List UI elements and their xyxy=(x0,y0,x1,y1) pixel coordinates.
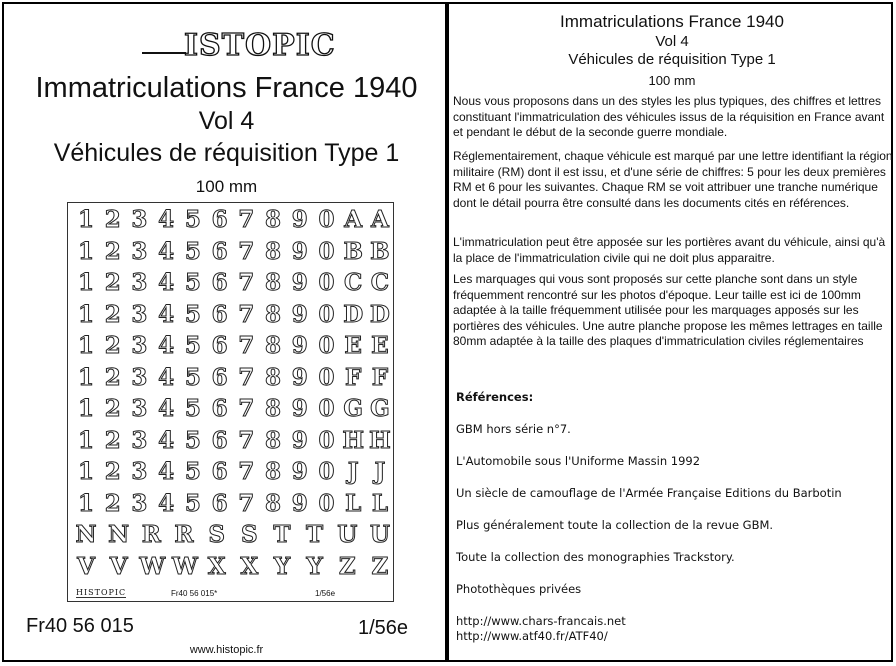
placement-paragraph: L'immatriculation peut être apposée sur les portières avant du véhicule, ainsi qu'à la place de l'immatriculation civile qui ne doit plus apparaitre. xyxy=(453,235,886,265)
decal-character: 6 xyxy=(211,395,228,422)
right-volume: Vol 4 xyxy=(655,33,689,50)
decal-character: Z xyxy=(338,552,356,580)
decal-character: 6 xyxy=(211,269,228,296)
reference-item: Photothèques privées xyxy=(456,582,582,596)
decal-character: 5 xyxy=(184,395,201,422)
decal-character: 3 xyxy=(131,206,148,233)
decal-character: 1 xyxy=(77,489,94,517)
decal-character: 0 xyxy=(318,363,335,391)
decal-character: R xyxy=(174,521,194,548)
decal-character: 6 xyxy=(211,300,228,328)
decal-character: 0 xyxy=(318,395,335,422)
decal-character: 4 xyxy=(158,206,175,233)
decal-character: W xyxy=(171,552,198,580)
decal-character: 1 xyxy=(77,206,94,233)
decal-character: V xyxy=(109,552,128,580)
reference-item: Toute la collection des monographies Trackstory. xyxy=(456,550,735,564)
reference-item: Plus généralement toute la collection de la revue GBM. xyxy=(456,518,774,532)
reference-item: GBM hors série n°7. xyxy=(456,422,571,436)
decal-row xyxy=(74,457,392,487)
description-paragraph: Nous vous proposons dans un des styles les plus typiques, des chiffres et lettres constituant l'immatriculation des véhicules issus de la réquisition en France avant et pendant le début de la seconde guerre mondiale. xyxy=(453,94,885,139)
decal-character: D xyxy=(343,300,364,328)
right-subtitle: Véhicules de réquisition Type 1 xyxy=(568,51,776,68)
decal-character: 2 xyxy=(104,237,121,265)
decal-character: C xyxy=(370,269,390,296)
decal-character: N xyxy=(75,521,97,548)
decal-character: 1 xyxy=(77,363,94,391)
decal-character: 9 xyxy=(291,332,308,359)
decal-character: 0 xyxy=(318,332,335,359)
decal-character: E xyxy=(371,332,389,359)
left-subtitle: Véhicules de réquisition Type 1 xyxy=(53,139,400,167)
decal-character: 7 xyxy=(238,300,255,328)
decal-character: 4 xyxy=(158,489,175,517)
decal-character: A xyxy=(370,206,389,233)
decal-character: 3 xyxy=(131,237,148,265)
decal-character: 6 xyxy=(211,426,228,454)
decal-character: 5 xyxy=(184,237,201,265)
right-title: Immatriculations France 1940 xyxy=(560,12,784,31)
decal-character: 9 xyxy=(291,395,308,422)
decal-character: J xyxy=(347,458,359,485)
decal-character: 7 xyxy=(238,426,255,454)
decal-character: X xyxy=(207,552,226,580)
decal-character: 2 xyxy=(104,206,121,233)
reference-item: L'Automobile sous l'Uniforme Massin 1992 xyxy=(456,454,701,468)
decal-character: 1 xyxy=(77,458,94,485)
regulation-paragraph: Réglementairement, chaque véhicule est marqué par une lettre identifiant la région militaire (RM) dont il est issu, et d'une série de chiffres: 5 pour les deux premières RM et 6 pour les suivantes. Chaque RM se voit attribuer une tranche numérique dont le détail pourra être consulté dans les documents cités en références. xyxy=(453,149,893,210)
decal-character: 9 xyxy=(291,426,308,454)
decal-character: F xyxy=(371,363,389,391)
decal-character: 1 xyxy=(77,237,94,265)
decal-character: 5 xyxy=(184,332,201,359)
decal-row xyxy=(74,394,392,424)
decal-character: 0 xyxy=(318,489,335,517)
decal-character: 8 xyxy=(265,426,282,454)
decal-character: J xyxy=(374,458,386,485)
decal-character: 6 xyxy=(211,332,228,359)
decal-character: U xyxy=(369,521,390,548)
website-link[interactable]: www.histopic.fr xyxy=(189,644,264,656)
decal-character: 7 xyxy=(238,332,255,359)
reference-link[interactable]: http://www.chars-francais.net xyxy=(456,614,626,628)
decal-character: 3 xyxy=(131,269,148,296)
decal-row xyxy=(74,520,392,550)
decal-character: 1 xyxy=(77,426,94,454)
decal-character: 5 xyxy=(184,426,201,454)
decal-character: 9 xyxy=(291,300,308,328)
decal-character: 4 xyxy=(158,269,175,296)
decal-character: N xyxy=(108,521,130,548)
decal-character: 3 xyxy=(131,332,148,359)
decal-sheet xyxy=(67,202,394,602)
decal-character: 0 xyxy=(318,206,335,233)
decal-character: 6 xyxy=(211,458,228,485)
decal-character: A xyxy=(344,206,363,233)
decal-character: 9 xyxy=(291,237,308,265)
decal-character: 7 xyxy=(238,237,255,265)
decal-character: 6 xyxy=(211,363,228,391)
decal-character: 5 xyxy=(184,269,201,296)
decal-character: H xyxy=(342,426,365,454)
decal-character: L xyxy=(371,489,388,517)
decal-character: 9 xyxy=(291,206,308,233)
decal-character: 9 xyxy=(291,363,308,391)
decal-character: 2 xyxy=(104,458,121,485)
sheet-logo: HISTOPIC xyxy=(76,588,127,597)
reference-item: Un siècle de camouflage de l'Armée Française Editions du Barbotin xyxy=(456,486,842,500)
decal-character: 8 xyxy=(265,269,282,296)
left-title: Immatriculations France 1940 xyxy=(35,72,418,104)
logo-text: ISTOPIC xyxy=(184,28,336,63)
decal-row xyxy=(74,426,392,456)
right-size: 100 mm xyxy=(648,73,696,88)
decal-character: 9 xyxy=(291,269,308,296)
decal-character: L xyxy=(345,489,362,517)
decal-character: D xyxy=(369,300,390,328)
decal-row xyxy=(74,300,392,330)
decal-character: 0 xyxy=(318,300,335,328)
decal-character: Z xyxy=(371,552,389,580)
decal-character: X xyxy=(240,552,259,580)
decal-character: G xyxy=(343,395,364,422)
decal-character: 5 xyxy=(184,458,201,485)
decal-character: 4 xyxy=(158,363,175,391)
decal-row xyxy=(74,552,392,582)
sheet-code: Fr40 56 015* xyxy=(171,589,218,598)
decal-character: 5 xyxy=(184,489,201,517)
decal-character: 6 xyxy=(211,489,228,517)
decal-character: 7 xyxy=(238,395,255,422)
decal-character: E xyxy=(344,332,362,359)
decal-character: 4 xyxy=(158,237,175,265)
decal-character: 2 xyxy=(104,395,121,422)
decal-character: 3 xyxy=(131,458,148,485)
decal-character: 7 xyxy=(238,269,255,296)
decal-character: 3 xyxy=(131,489,148,517)
decal-character: 4 xyxy=(158,426,175,454)
decal-character: B xyxy=(343,237,363,265)
decal-character: 8 xyxy=(265,489,282,517)
decal-character: 3 xyxy=(131,395,148,422)
decal-character: 8 xyxy=(265,458,282,485)
decal-character: 6 xyxy=(211,206,228,233)
decal-character: 2 xyxy=(104,300,121,328)
left-panel xyxy=(2,2,447,662)
decal-character: 8 xyxy=(265,237,282,265)
decal-row xyxy=(74,237,392,267)
decal-character: 9 xyxy=(291,489,308,517)
decal-character: 1 xyxy=(77,269,94,296)
reference-link[interactable]: http://www.atf40.fr/ATF40/ xyxy=(456,629,608,643)
decal-character: 4 xyxy=(158,332,175,359)
decal-row xyxy=(74,205,392,235)
decal-character: 7 xyxy=(238,458,255,485)
decal-character: 0 xyxy=(318,426,335,454)
decal-row xyxy=(74,489,392,519)
decal-character: T xyxy=(273,521,291,548)
decal-character: U xyxy=(337,521,358,548)
decal-character: 2 xyxy=(104,269,121,296)
logo-line xyxy=(142,52,186,54)
decal-character: T xyxy=(306,521,324,548)
decal-character: 0 xyxy=(318,237,335,265)
product-scale: 1/56e xyxy=(358,617,409,639)
decal-character: S xyxy=(240,521,258,548)
decal-character: 4 xyxy=(158,300,175,328)
histopic-logo xyxy=(142,26,336,68)
decal-character: 8 xyxy=(265,395,282,422)
decal-character: 1 xyxy=(77,300,94,328)
decal-character: 3 xyxy=(131,363,148,391)
decal-character: 7 xyxy=(238,489,255,517)
decal-character: 4 xyxy=(158,395,175,422)
decal-character: 1 xyxy=(77,332,94,359)
decal-character: 5 xyxy=(184,206,201,233)
decal-character: 0 xyxy=(318,458,335,485)
decal-character: 8 xyxy=(265,332,282,359)
decal-character: 2 xyxy=(104,332,121,359)
decal-character: 2 xyxy=(104,489,121,517)
decal-character: 3 xyxy=(131,300,148,328)
decal-character: 7 xyxy=(238,363,255,391)
decal-character: R xyxy=(141,521,161,548)
decal-character: 2 xyxy=(104,363,121,391)
decal-character: 8 xyxy=(265,206,282,233)
decal-character: S xyxy=(208,521,225,548)
product-reference: Fr40 56 015 xyxy=(26,615,134,637)
references-heading: Références: xyxy=(456,390,534,404)
decal-character: H xyxy=(369,426,391,454)
decal-character: 7 xyxy=(238,206,255,233)
decal-character: V xyxy=(77,552,95,580)
markings-paragraph: Les marquages qui vous sont proposés sur cette planche sont dans un style fréquemment rencontré sur les photos d'époque. Leur taille est ici de 100mm adaptée à la taille fréquemment utilisée pour les marquages apposés sur les portières des véhicules. Une autre planche propose les mêmes lettrages en taille 80mm adaptée à la taille des plaques d'immatriculation civiles réglementaires xyxy=(453,272,883,348)
decal-row xyxy=(74,268,392,298)
decal-character: 3 xyxy=(131,426,148,454)
decal-character: 5 xyxy=(184,363,201,391)
decal-character: G xyxy=(370,395,390,422)
decal-character: 4 xyxy=(158,458,175,485)
decal-character: Y xyxy=(306,552,323,580)
left-volume: Vol 4 xyxy=(198,107,255,135)
decal-character: 6 xyxy=(211,237,228,265)
decal-character: 5 xyxy=(184,300,201,328)
decal-character: 0 xyxy=(318,269,335,296)
left-size: 100 mm xyxy=(195,177,258,196)
decal-character: 8 xyxy=(265,363,282,391)
decal-character: 2 xyxy=(104,426,121,454)
sheet-scale: 1/56e xyxy=(315,589,336,598)
decal-character: C xyxy=(344,269,363,296)
right-panel xyxy=(447,2,893,662)
decal-row xyxy=(74,331,392,361)
decal-row xyxy=(74,363,392,393)
decal-character: 9 xyxy=(291,458,308,485)
decal-character: B xyxy=(370,237,390,265)
decal-character: F xyxy=(345,363,362,391)
decal-character: 1 xyxy=(77,395,94,422)
decal-character: Y xyxy=(273,552,291,580)
decal-character: 8 xyxy=(265,300,282,328)
decal-character: W xyxy=(139,552,166,580)
